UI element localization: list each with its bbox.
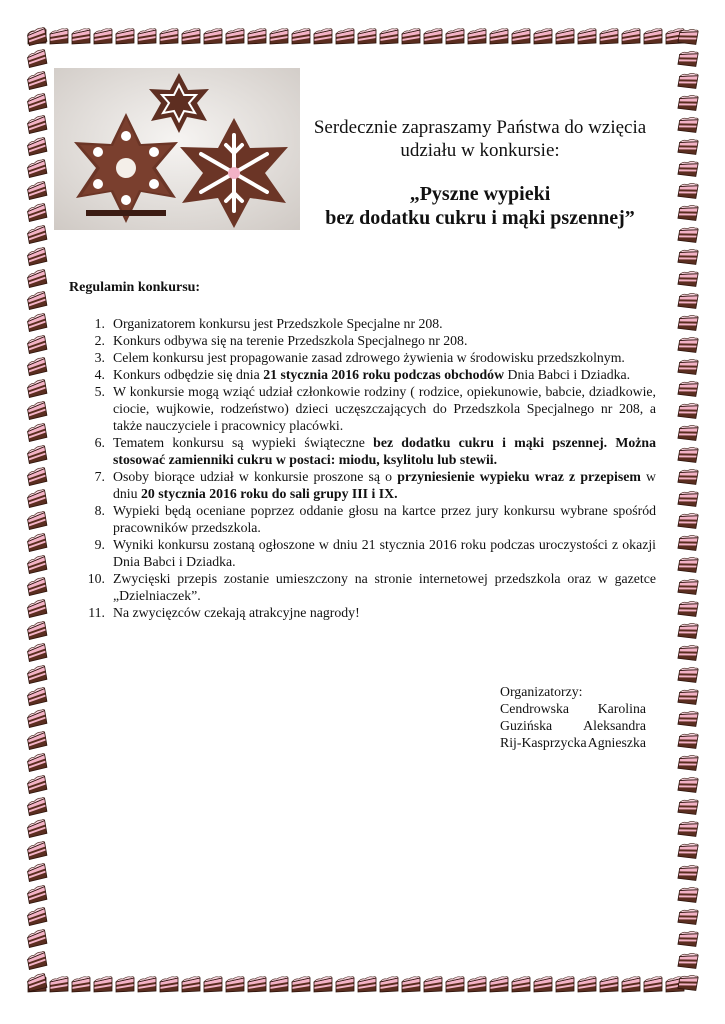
organizer-surname: Cendrowska <box>500 701 569 716</box>
rules-heading: Regulamin konkursu: <box>69 280 201 295</box>
rule-number: 10. <box>87 571 105 586</box>
rule-text: Wypieki będą oceniane poprzez oddanie głosu na kartce przez jury konkursu wybrane spośród pracowników przedszkola. <box>113 503 656 535</box>
organizer-surname: Guzińska <box>500 718 553 733</box>
rule-item <box>80 468 656 502</box>
rule-number: 5. <box>94 384 105 399</box>
contest-title <box>300 182 660 230</box>
rule-number: 6. <box>94 435 105 450</box>
contest-title-line-1: „Pyszne wypieki <box>409 183 551 205</box>
rule-number: 3. <box>94 350 105 365</box>
organizers-block <box>500 683 646 751</box>
rule-number: 1. <box>94 316 105 331</box>
rule-text: Organizatorem konkursu jest Przedszkole Specjalne nr 208. <box>113 316 443 331</box>
cake-border-top-icon <box>26 26 699 48</box>
rule-number: 11. <box>88 605 105 620</box>
rule-text: W konkursie mogą wziąć udział członkowie rodziny ( rodzice, opiekunowie, babcie, dziadkowie, ciocie, wujkowie, rodzeństwo) dzieci uczęszczających do Przedszkola Specjalnego nr 208, a także nauczyciele i pracownicy placówki. <box>113 384 656 433</box>
organizer-first-name: Karolina <box>597 701 646 716</box>
organizers-label: Organizatorzy: <box>500 684 583 699</box>
rule-text: Konkurs odbywa się na terenie Przedszkola Specjalnego nr 208. <box>113 333 468 348</box>
rule-item <box>80 332 656 349</box>
rule-number: 7. <box>94 469 105 484</box>
cake-border-bottom-icon <box>26 974 699 996</box>
rule-item <box>80 604 656 621</box>
organizer-row <box>500 717 646 734</box>
rule-item <box>80 366 656 383</box>
gingerbread-cookies-photo <box>54 68 300 230</box>
cake-border-right-icon <box>677 26 699 996</box>
rule-item <box>80 383 656 434</box>
organizer-first-name: Agnieszka <box>587 735 646 750</box>
rule-text: Tematem konkursu są wypieki świąteczne bez dodatku cukru i mąki pszennej. Można stosować zamienniki cukru w postaci: miodu, ksylitolu lub stewii. <box>113 435 656 467</box>
invitation-line-2: udziału w konkursie: <box>400 140 560 161</box>
rule-text: Celem konkursu jest propagowanie zasad zdrowego żywienia w środowisku przedszkolnym. <box>113 350 625 365</box>
rule-text: Osoby biorące udział w konkursie proszone są o przyniesienie wypieku wraz z przepisem w dniu 20 stycznia 2016 roku do sali grupy III i IX. <box>113 469 656 501</box>
rule-item <box>80 434 656 468</box>
rule-number: 2. <box>94 333 105 348</box>
invitation-text <box>300 116 660 162</box>
rule-item <box>80 536 656 570</box>
rule-item <box>80 315 656 332</box>
organizer-row <box>500 734 646 751</box>
organizer-first-name: Aleksandra <box>583 718 646 733</box>
rule-number: 9. <box>94 537 105 552</box>
rule-item <box>80 502 656 536</box>
rule-item <box>80 570 656 604</box>
organizer-surname: Rij-Kasprzycka <box>500 735 587 750</box>
rule-text: Zwycięski przepis zostanie umieszczony na stronie internetowej przedszkola oraz w gazetce „Dzielniaczek”. <box>113 571 656 603</box>
rule-text: Na zwycięzców czekają atrakcyjne nagrody! <box>113 605 360 620</box>
cake-border-left-icon <box>26 26 48 996</box>
rule-number: 8. <box>94 503 105 518</box>
contest-title-line-2: bez dodatku cukru i mąki pszennej” <box>325 207 635 229</box>
rule-number: 4. <box>94 367 105 382</box>
rule-text: Konkurs odbędzie się dnia 21 stycznia 2016 roku podczas obchodów Dnia Babci i Dziadka. <box>113 367 631 382</box>
organizer-row <box>500 700 646 717</box>
rules-list <box>80 315 656 621</box>
invitation-line-1: Serdecznie zapraszamy Państwa do wzięcia <box>313 117 647 138</box>
rule-text: Wyniki konkursu zostaną ogłoszone w dniu 21 stycznia 2016 roku podczas uroczystości z okazji Dnia Babci i Dziadka. <box>113 537 656 569</box>
rule-item <box>80 349 656 366</box>
